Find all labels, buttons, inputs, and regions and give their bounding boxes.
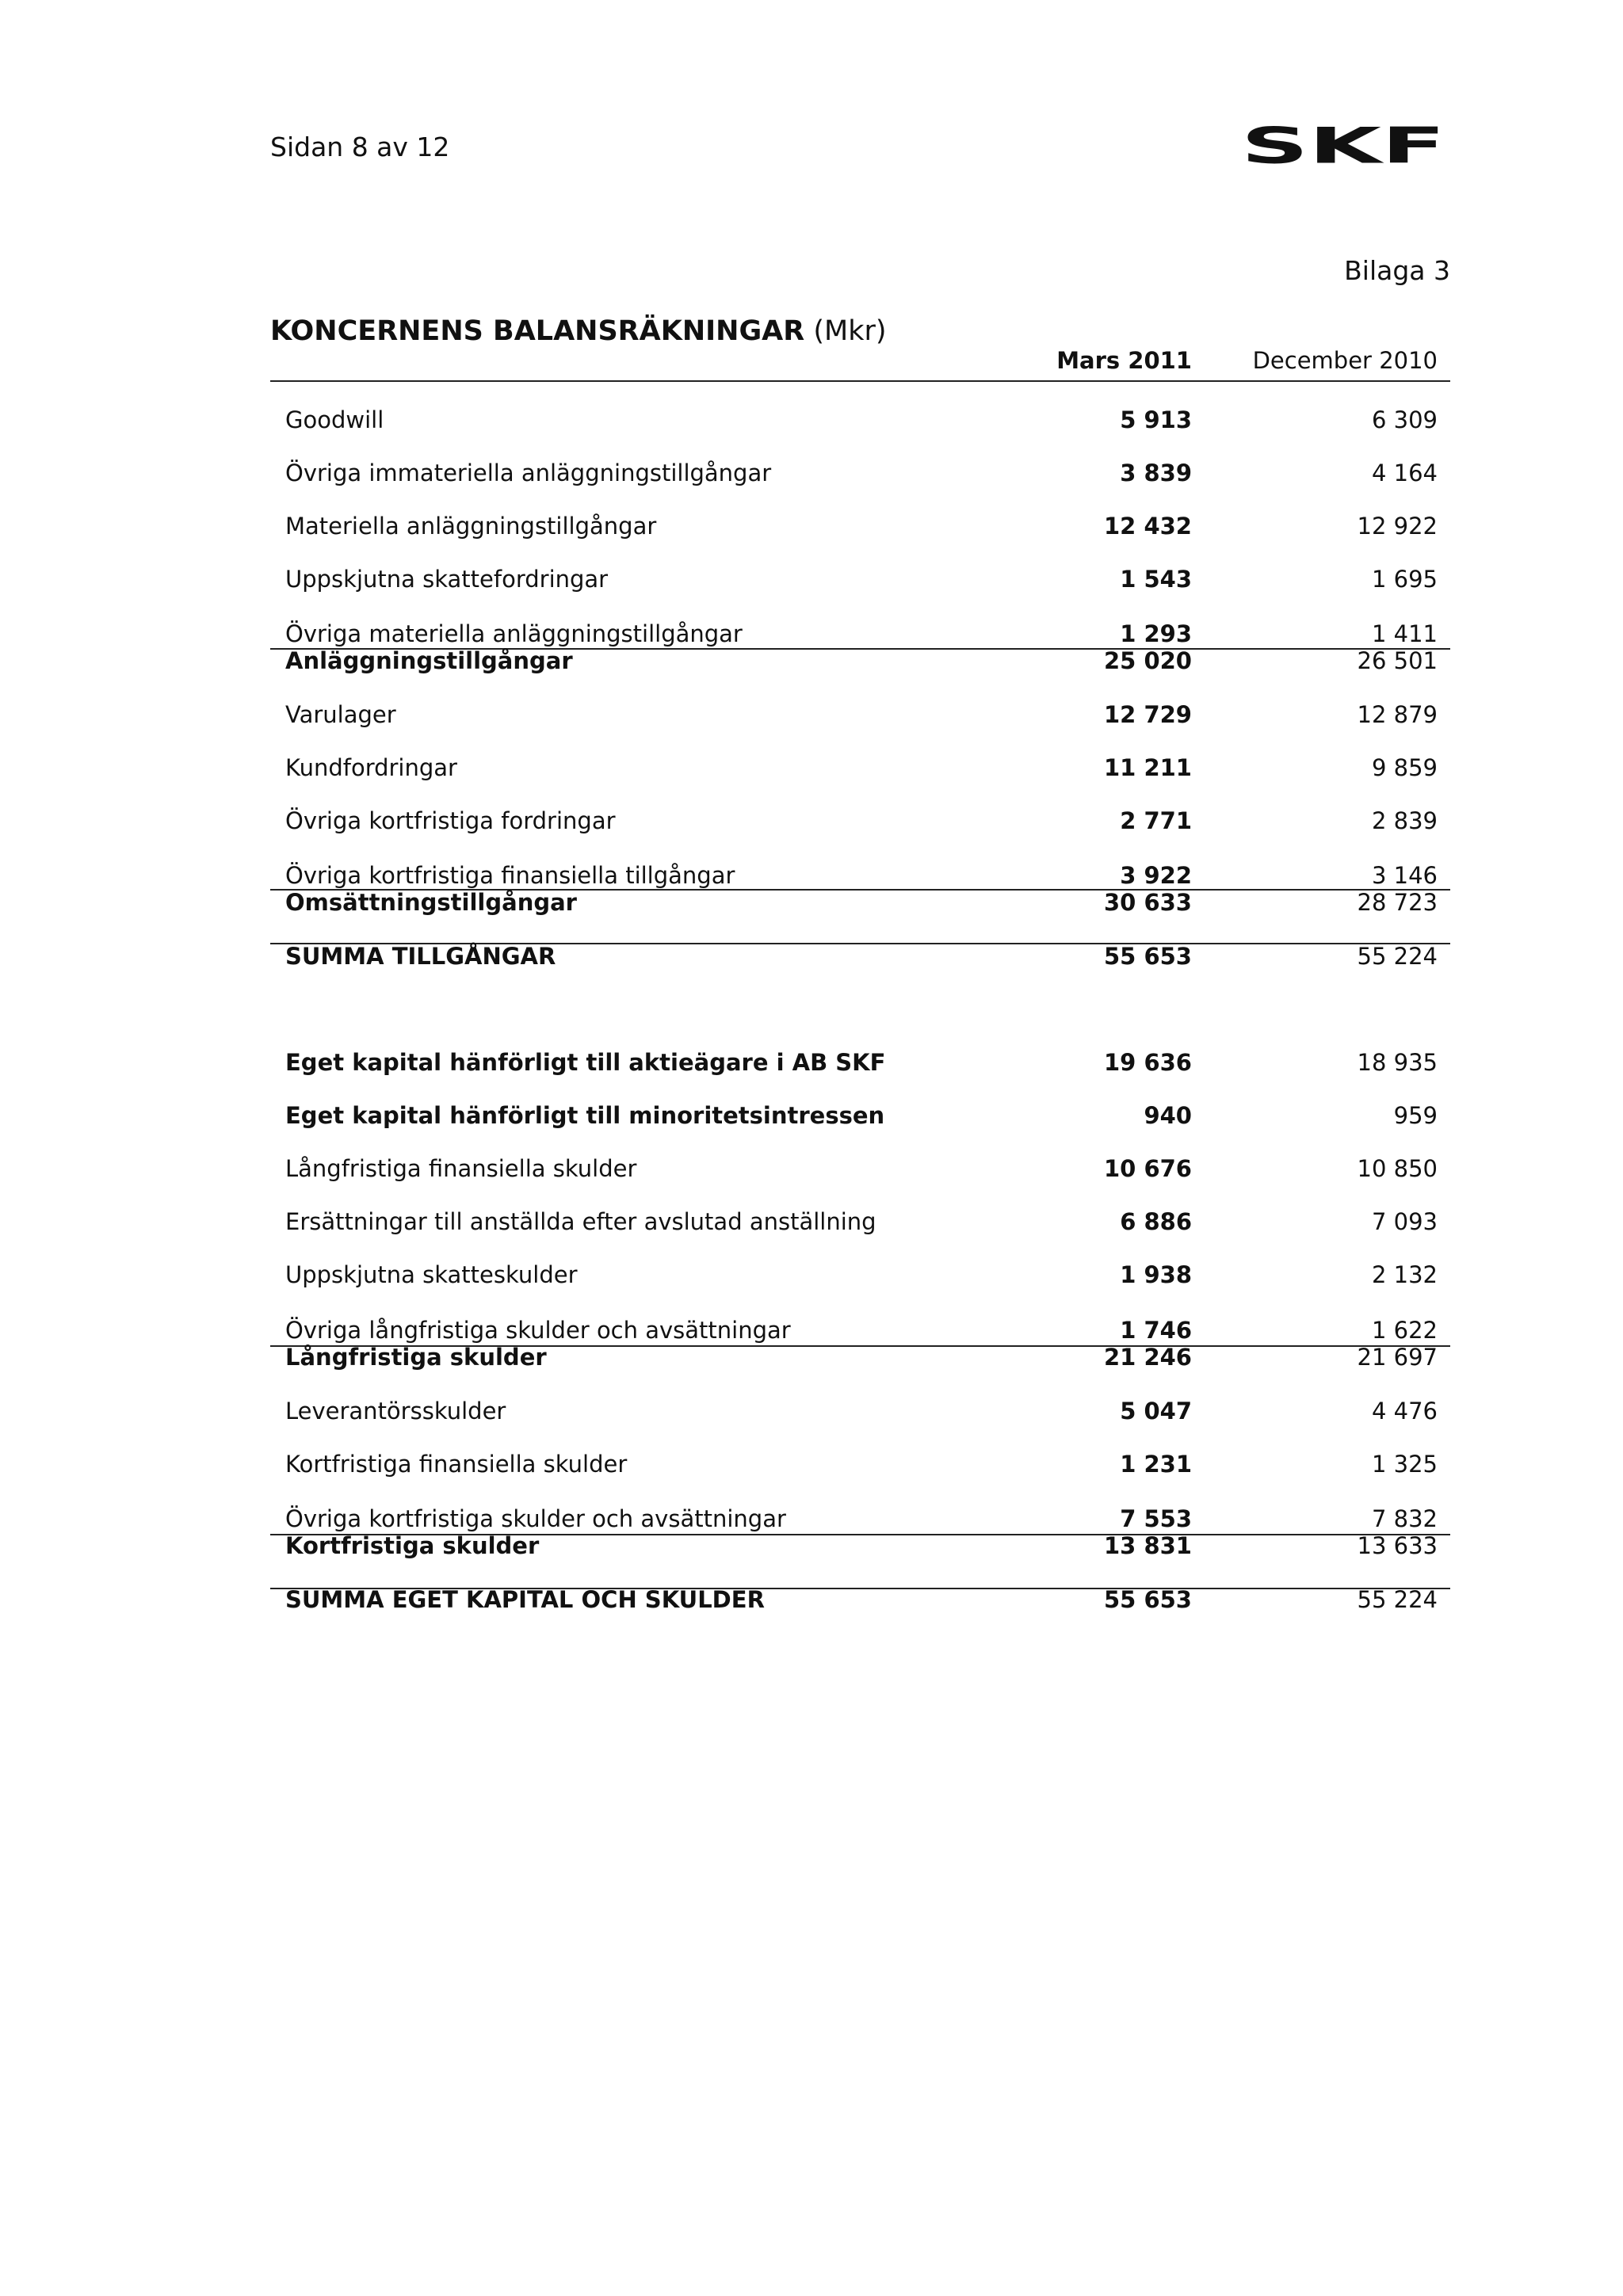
- value-current: 2 771: [1120, 807, 1192, 834]
- table-row: [285, 754, 1438, 784]
- row-label: Eget kapital hänförligt till minoritetsintressen: [285, 1102, 885, 1129]
- row-label: Kortfristiga skulder: [285, 1532, 540, 1559]
- table-row: [285, 406, 1438, 437]
- value-previous: 4 164: [1371, 460, 1438, 486]
- table-row: [285, 460, 1438, 490]
- value-current: 3 922: [1120, 862, 1192, 889]
- table-row: [285, 1049, 1438, 1079]
- value-current: 13 831: [1104, 1532, 1192, 1559]
- value-current: 11 211: [1104, 754, 1192, 781]
- table-row: [285, 620, 1438, 650]
- header-rule: [270, 380, 1450, 382]
- table-row: [285, 1532, 1438, 1562]
- table-row: [285, 701, 1438, 731]
- value-previous: 1 325: [1371, 1451, 1438, 1478]
- table-row: [285, 647, 1438, 677]
- value-previous: 3 146: [1371, 862, 1438, 889]
- row-label: Övriga kortfristiga skulder och avsättningar: [285, 1505, 786, 1532]
- value-previous: 55 224: [1357, 943, 1438, 970]
- table-row: [285, 1317, 1438, 1347]
- value-current: 19 636: [1104, 1049, 1192, 1076]
- row-label: Långfristiga skulder: [285, 1344, 547, 1371]
- row-label: Kortfristiga finansiella skulder: [285, 1451, 628, 1478]
- row-label: Uppskjutna skattefordringar: [285, 566, 609, 593]
- value-current: 30 633: [1104, 889, 1192, 916]
- value-current: 5 047: [1120, 1398, 1192, 1425]
- table-row: [285, 1155, 1438, 1185]
- table-row: [285, 1344, 1438, 1374]
- row-label: SUMMA EGET KAPITAL OCH SKULDER: [285, 1586, 765, 1613]
- table-row: [285, 943, 1438, 973]
- table-row: [285, 807, 1438, 837]
- row-label: Ersättningar till anställda efter avslutad anställning: [285, 1208, 876, 1235]
- table-row: [285, 1208, 1438, 1238]
- value-current: 55 653: [1104, 943, 1192, 970]
- table-row: [285, 1505, 1438, 1535]
- value-previous: 2 839: [1371, 807, 1438, 834]
- table-row: [285, 1586, 1438, 1616]
- value-previous: 7 832: [1371, 1505, 1438, 1532]
- table-row: [285, 1102, 1438, 1132]
- value-current: 1 938: [1120, 1261, 1192, 1288]
- value-current: 7 553: [1120, 1505, 1192, 1532]
- value-current: 1 293: [1120, 620, 1192, 647]
- value-current: 6 886: [1120, 1208, 1192, 1235]
- row-label: Leverantörsskulder: [285, 1398, 506, 1425]
- value-previous: 18 935: [1357, 1049, 1438, 1076]
- row-label: Övriga långfristiga skulder och avsättningar: [285, 1317, 791, 1344]
- skf-logo-text: SKF: [1241, 117, 1445, 168]
- value-previous: 1 411: [1371, 620, 1438, 647]
- value-previous: 1 622: [1371, 1317, 1438, 1344]
- value-current: 10 676: [1104, 1155, 1192, 1182]
- skf-logo: [1241, 117, 1447, 168]
- row-label: Varulager: [285, 701, 396, 728]
- title-bold: KONCERNENS BALANSRÄKNINGAR: [270, 315, 805, 347]
- value-current: 1 746: [1120, 1317, 1192, 1344]
- title-unit: (Mkr): [813, 315, 887, 347]
- value-previous: 55 224: [1357, 1586, 1438, 1613]
- value-current: 25 020: [1104, 647, 1192, 674]
- value-previous: 1 695: [1371, 566, 1438, 593]
- table-row: [285, 566, 1438, 596]
- value-previous: 959: [1393, 1102, 1438, 1129]
- value-current: 12 729: [1104, 701, 1192, 728]
- value-previous: 2 132: [1371, 1261, 1438, 1288]
- row-label: SUMMA TILLGÅNGAR: [285, 943, 556, 970]
- table-row: [285, 1398, 1438, 1428]
- value-current: 12 432: [1104, 513, 1192, 540]
- row-label: Långfristiga finansiella skulder: [285, 1155, 637, 1182]
- value-previous: 28 723: [1357, 889, 1438, 916]
- value-previous: 13 633: [1357, 1532, 1438, 1559]
- value-current: 5 913: [1120, 406, 1192, 433]
- value-previous: 10 850: [1357, 1155, 1438, 1182]
- value-current: 21 246: [1104, 1344, 1192, 1371]
- value-previous: 12 922: [1357, 513, 1438, 540]
- row-label: Övriga kortfristiga finansiella tillgångar: [285, 862, 735, 889]
- value-previous: 7 093: [1371, 1208, 1438, 1235]
- value-current: 1 543: [1120, 566, 1192, 593]
- row-label: Eget kapital hänförligt till aktieägare i AB SKF: [285, 1049, 886, 1076]
- table-row: [285, 1451, 1438, 1481]
- page-title: [270, 315, 887, 347]
- row-label: Anläggningstillgångar: [285, 647, 573, 674]
- row-label: Uppskjutna skatteskulder: [285, 1261, 578, 1288]
- value-previous: 21 697: [1357, 1344, 1438, 1371]
- value-current: 3 839: [1120, 460, 1192, 486]
- page-number: Sidan 8 av 12: [270, 132, 450, 162]
- value-current: 940: [1144, 1102, 1192, 1129]
- value-previous: 4 476: [1371, 1398, 1438, 1425]
- table-row: [285, 862, 1438, 892]
- table-row: [285, 513, 1438, 543]
- row-label: Övriga immateriella anläggningstillgångar: [285, 460, 772, 486]
- value-previous: 26 501: [1357, 647, 1438, 674]
- table-row: [285, 1261, 1438, 1291]
- row-label: Omsättningstillgångar: [285, 889, 577, 916]
- value-previous: 9 859: [1371, 754, 1438, 781]
- appendix-label: Bilaga 3: [1344, 255, 1450, 286]
- value-previous: 6 309: [1371, 406, 1438, 433]
- column-header-current: Mars 2011: [1056, 347, 1192, 374]
- row-label: Materiella anläggningstillgångar: [285, 513, 657, 540]
- table-row: [285, 889, 1438, 919]
- row-label: Övriga kortfristiga fordringar: [285, 807, 616, 834]
- row-label: Kundfordringar: [285, 754, 457, 781]
- row-label: Goodwill: [285, 406, 384, 433]
- value-previous: 12 879: [1357, 701, 1438, 728]
- value-current: 55 653: [1104, 1586, 1192, 1613]
- column-header-previous: December 2010: [1252, 347, 1438, 374]
- value-current: 1 231: [1120, 1451, 1192, 1478]
- row-label: Övriga materiella anläggningstillgångar: [285, 620, 743, 647]
